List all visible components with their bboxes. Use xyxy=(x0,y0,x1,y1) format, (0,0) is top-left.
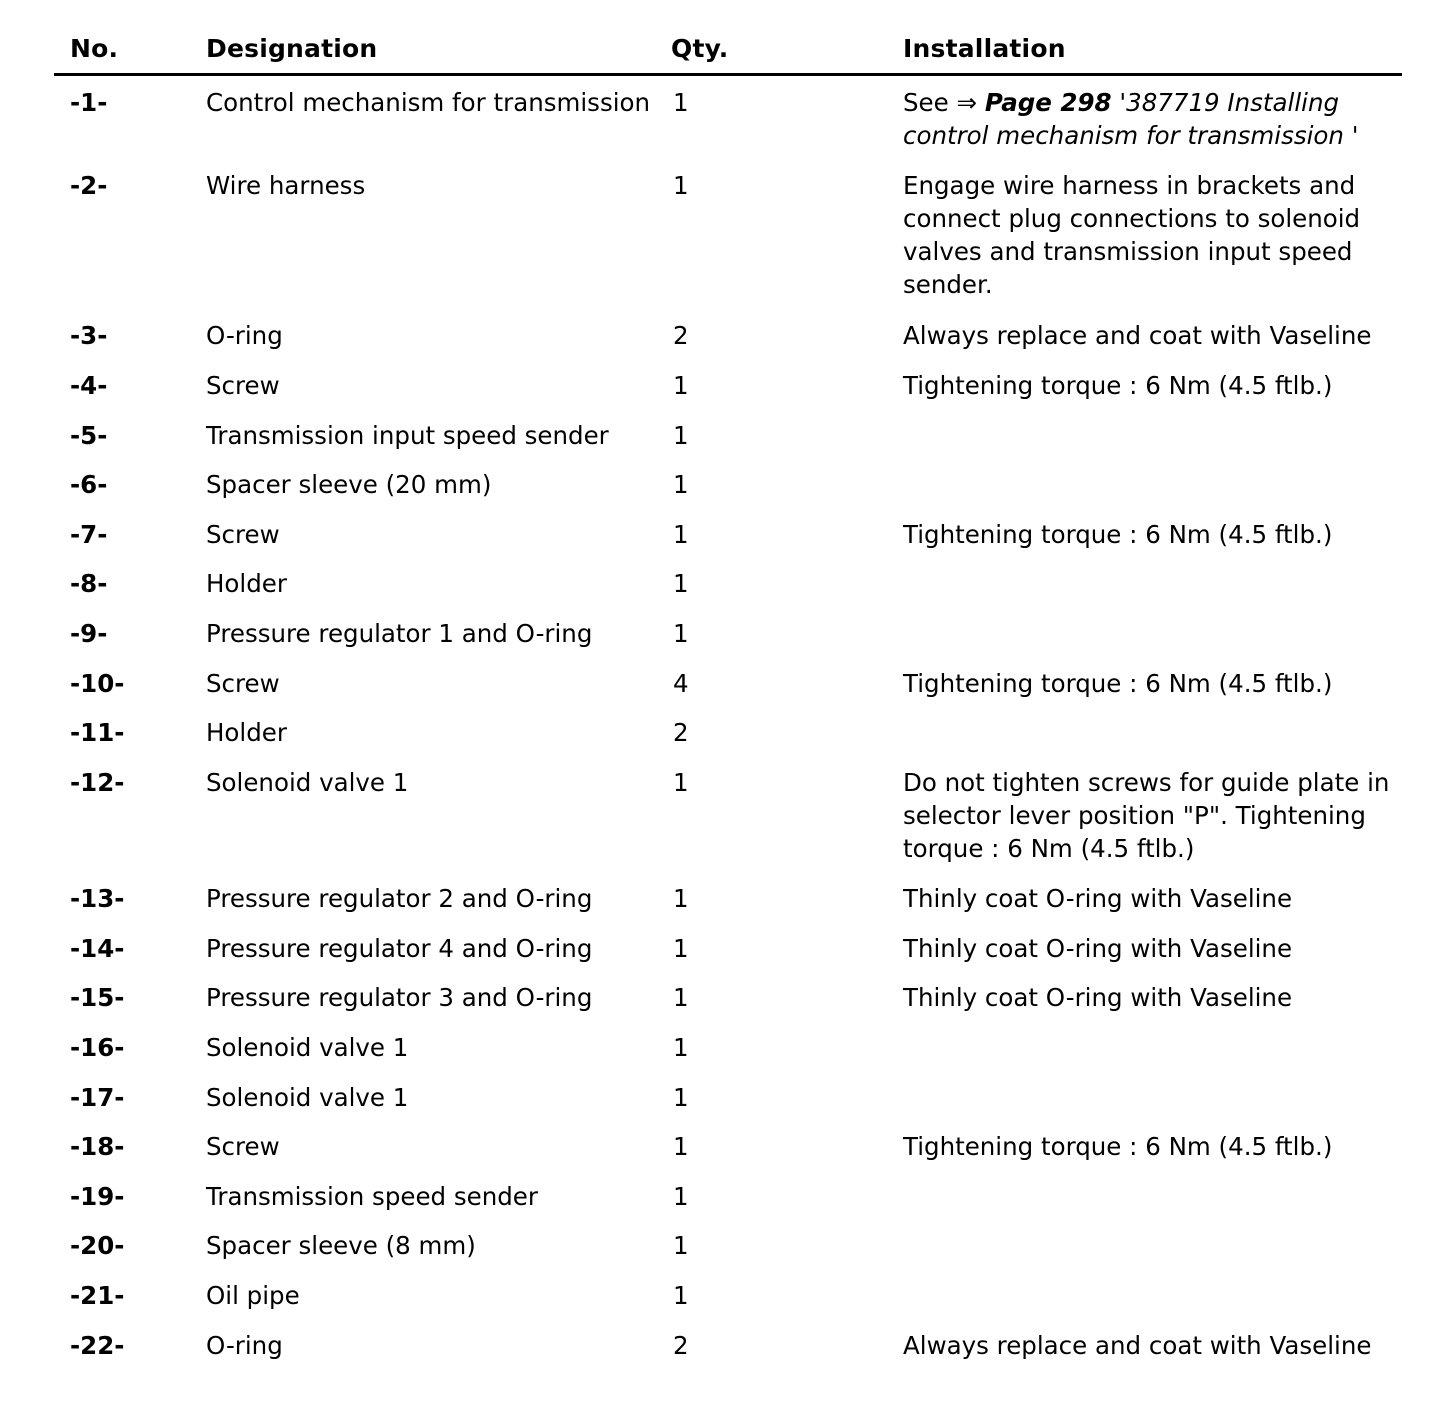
page-link[interactable]: Page 298 xyxy=(984,88,1112,117)
row-qty: 1 xyxy=(673,619,689,648)
header-designation: Designation xyxy=(206,34,378,63)
row-designation: Wire harness xyxy=(206,171,366,200)
row-number: -14- xyxy=(70,934,125,963)
row-designation: Solenoid valve 1 xyxy=(206,768,409,797)
row-number: -4- xyxy=(70,371,108,400)
table-header xyxy=(54,0,1402,76)
row-qty: 1 xyxy=(673,421,689,450)
header-qty: Qty. xyxy=(671,34,729,63)
row-qty: 1 xyxy=(673,520,689,549)
row-designation: Spacer sleeve (20 mm) xyxy=(206,470,492,499)
row-number: -21- xyxy=(70,1281,125,1310)
row-installation: Always replace and coat with Vaseline xyxy=(903,1331,1372,1360)
row-installation: Thinly coat O-ring with Vaseline xyxy=(903,983,1293,1012)
row-number: -13- xyxy=(70,884,125,913)
row-installation: Engage wire harness in brackets and connect plug connections to solenoid valves and transmission input speed sender. xyxy=(903,171,1361,299)
header-installation: Installation xyxy=(903,34,1066,63)
row-number: -1- xyxy=(70,88,108,117)
row-number: -22- xyxy=(70,1331,125,1360)
row-number: -18- xyxy=(70,1132,125,1161)
row-qty: 1 xyxy=(673,1231,689,1260)
row-number: -10- xyxy=(70,669,125,698)
row-number: -2- xyxy=(70,171,108,200)
row-number: -19- xyxy=(70,1182,125,1211)
row-designation: Screw xyxy=(206,371,280,400)
arrow-right-icon: ⇒ xyxy=(956,88,978,117)
row-designation: O-ring xyxy=(206,1331,283,1360)
row-number: -12- xyxy=(70,768,125,797)
row-qty: 1 xyxy=(673,569,689,598)
row-installation: Do not tighten screws for guide plate in selector lever position "P". Tightening torque : 6 Nm (4.5 ftlb.) xyxy=(903,768,1390,863)
row-qty: 1 xyxy=(673,1281,689,1310)
row-qty: 1 xyxy=(673,983,689,1012)
table-row xyxy=(54,86,1402,156)
row-designation: Holder xyxy=(206,718,287,747)
row-designation: Screw xyxy=(206,1132,280,1161)
row-designation: Control mechanism for transmission xyxy=(206,88,651,117)
row-installation xyxy=(903,86,1393,152)
row-designation: Pressure regulator 1 and O-ring xyxy=(206,619,593,648)
row-number: -16- xyxy=(70,1033,125,1062)
row-installation: Always replace and coat with Vaseline xyxy=(903,321,1372,350)
row-qty: 1 xyxy=(673,171,689,200)
row-number: -17- xyxy=(70,1083,125,1112)
row-designation: Transmission speed sender xyxy=(206,1182,538,1211)
row-qty: 1 xyxy=(673,1083,689,1112)
row-designation: Holder xyxy=(206,569,287,598)
reference-title: '387719 Installing control mechanism for transmission ' xyxy=(903,88,1359,150)
row-qty: 2 xyxy=(673,718,689,747)
row-designation: Pressure regulator 2 and O-ring xyxy=(206,884,593,913)
row-number: -7- xyxy=(70,520,108,549)
row-designation: Spacer sleeve (8 mm) xyxy=(206,1231,476,1260)
row-qty: 1 xyxy=(673,934,689,963)
see-label: See xyxy=(903,88,957,117)
parts-table xyxy=(54,0,1402,1360)
row-designation: Solenoid valve 1 xyxy=(206,1083,409,1112)
row-number: -3- xyxy=(70,321,108,350)
row-designation: Oil pipe xyxy=(206,1281,300,1310)
row-qty: 1 xyxy=(673,1182,689,1211)
row-qty: 2 xyxy=(673,321,689,350)
row-installation: Tightening torque : 6 Nm (4.5 ftlb.) xyxy=(903,371,1333,400)
row-number: -20- xyxy=(70,1231,125,1260)
row-qty: 2 xyxy=(673,1331,689,1360)
header-no: No. xyxy=(70,34,119,63)
row-designation: Screw xyxy=(206,669,280,698)
row-number: -8- xyxy=(70,569,108,598)
row-designation: Transmission input speed sender xyxy=(206,421,609,450)
row-qty: 1 xyxy=(673,470,689,499)
row-designation: O-ring xyxy=(206,321,283,350)
row-qty: 1 xyxy=(673,88,689,117)
row-number: -6- xyxy=(70,470,108,499)
row-installation: Tightening torque : 6 Nm (4.5 ftlb.) xyxy=(903,1132,1333,1161)
row-qty: 1 xyxy=(673,884,689,913)
row-number: -5- xyxy=(70,421,108,450)
row-qty: 4 xyxy=(673,669,689,698)
row-installation: Thinly coat O-ring with Vaseline xyxy=(903,934,1293,963)
row-designation: Pressure regulator 4 and O-ring xyxy=(206,934,593,963)
row-designation: Screw xyxy=(206,520,280,549)
row-qty: 1 xyxy=(673,371,689,400)
row-number: -9- xyxy=(70,619,108,648)
row-designation: Solenoid valve 1 xyxy=(206,1033,409,1062)
row-qty: 1 xyxy=(673,768,689,797)
row-number: -11- xyxy=(70,718,125,747)
row-number: -15- xyxy=(70,983,125,1012)
row-qty: 1 xyxy=(673,1033,689,1062)
row-designation: Pressure regulator 3 and O-ring xyxy=(206,983,593,1012)
row-installation: Thinly coat O-ring with Vaseline xyxy=(903,884,1293,913)
row-installation: Tightening torque : 6 Nm (4.5 ftlb.) xyxy=(903,520,1333,549)
row-qty: 1 xyxy=(673,1132,689,1161)
row-installation: Tightening torque : 6 Nm (4.5 ftlb.) xyxy=(903,669,1333,698)
